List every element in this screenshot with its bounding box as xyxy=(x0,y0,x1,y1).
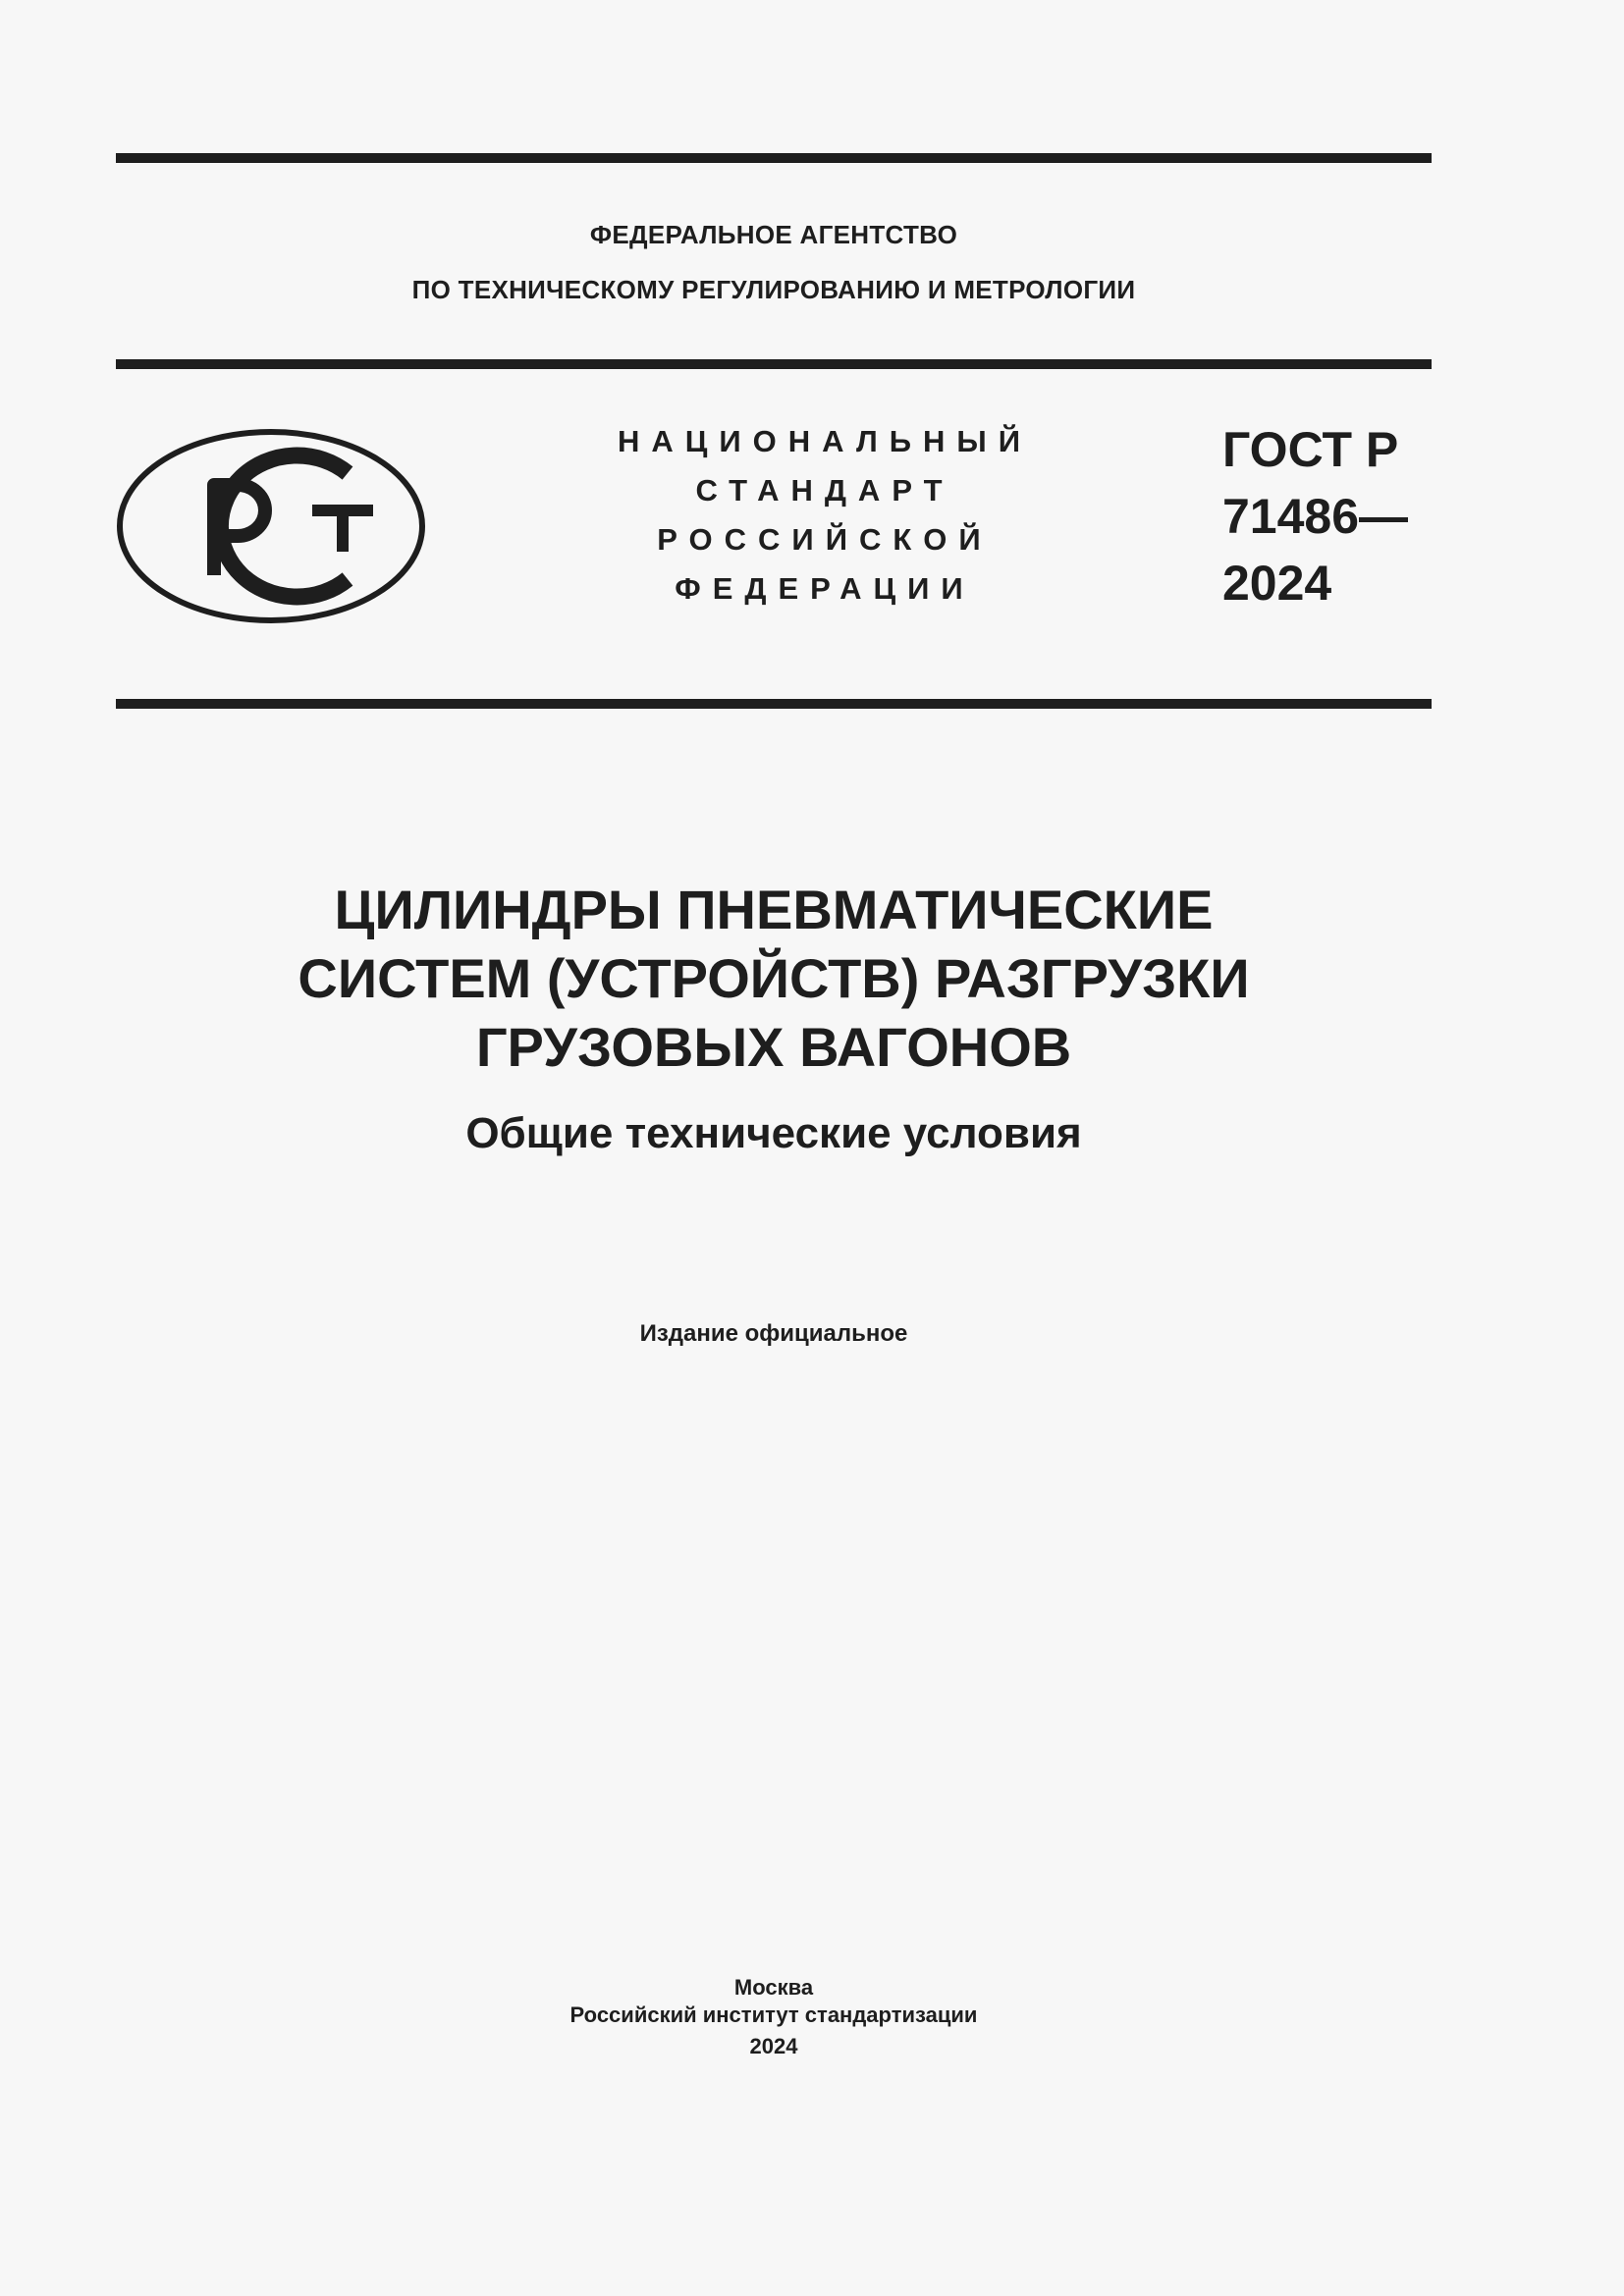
imprint-city: Москва xyxy=(733,1975,814,2000)
national-line-3: РОССИЙСКОЙ xyxy=(657,522,993,557)
title-line-2: СИСТЕМ (УСТРОЙСТВ) РАЗГРУЗКИ xyxy=(298,947,1250,1009)
header-bottom-rule xyxy=(116,359,1432,369)
agency-line-2: ПО ТЕХНИЧЕСКОМУ РЕГУЛИРОВАНИЮ И МЕТРОЛОГИИ xyxy=(411,275,1136,304)
imprint-publisher: Российский институт стандартизации xyxy=(569,2002,978,2027)
gost-line-3: 2024 xyxy=(1222,556,1332,611)
title-line-1: ЦИЛИНДРЫ ПНЕВМАТИЧЕСКИЕ xyxy=(334,879,1214,940)
gost-line-2: 71486— xyxy=(1222,489,1409,544)
edition-note: Издание официальное xyxy=(639,1320,908,1347)
standard-bottom-rule xyxy=(116,699,1432,709)
title-line-3: ГРУЗОВЫХ ВАГОНОВ xyxy=(475,1016,1072,1078)
gost-line-1: ГОСТ Р xyxy=(1222,422,1399,477)
national-line-4: ФЕДЕРАЦИИ xyxy=(675,571,975,606)
national-line-2: СТАНДАРТ xyxy=(695,473,954,507)
rst-certification-mark-icon xyxy=(116,428,426,624)
top-rule xyxy=(116,153,1432,163)
agency-line-1: ФЕДЕРАЛЬНОЕ АГЕНТСТВО xyxy=(589,220,958,249)
document-subtitle: Общие технические условия xyxy=(465,1109,1082,1157)
imprint-year: 2024 xyxy=(749,2034,798,2058)
national-line-1: НАЦИОНАЛЬНЫЙ xyxy=(617,424,1033,458)
